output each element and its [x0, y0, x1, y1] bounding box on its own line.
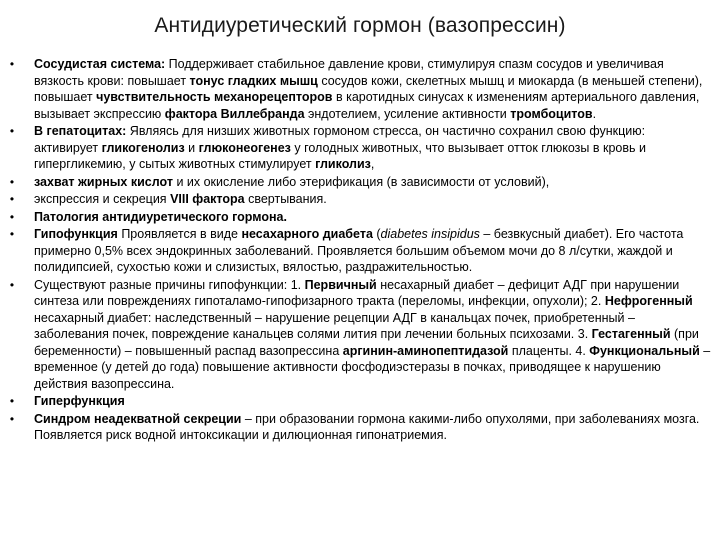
bold-term: В гепатоцитах:	[34, 124, 127, 138]
text-segment: – при образовании гормона какими-либо опухолями, при заболеваниях мозга. Появляется риск водной интоксикации и дилюционная гипонатриемия.	[34, 411, 700, 442]
text-segment: Поддерживает стабильное давление крови, стимулируя спазм сосудов и увеличивая вязкость крови: повышает	[34, 57, 664, 88]
list-item	[0, 411, 720, 444]
text-segment: Являясь для низших животных гормоном стресса, он частично сохранил свою функцию: активирует	[34, 124, 646, 155]
bold-term: Гестагенный	[591, 327, 671, 341]
bullet-icon: •	[9, 277, 15, 292]
bold-term: захват жирных кислот	[34, 174, 173, 189]
bold-term: Гипофункция	[34, 227, 118, 241]
bold-term: тромбоцитов	[510, 106, 593, 121]
list-item	[0, 56, 720, 122]
bullet-icon: •	[9, 192, 15, 206]
bullet-icon: •	[9, 174, 15, 189]
bullet-icon: •	[9, 209, 15, 224]
text-segment: сосудов кожи, скелетных мышц и миокарда (в меньшей степени), повышает	[34, 73, 703, 104]
text-segment: (	[372, 227, 381, 241]
text-segment: в каротидных синусах к изменениям артериального давления, вызывает экспрессию	[34, 90, 700, 121]
text-segment: (при беременности) – повышенный распад вазопрессина	[34, 327, 699, 358]
bold-term: фактора Виллебранда	[164, 106, 305, 121]
text-segment: у голодных животных, что вызывает отток глюкозы в кровь и гипергликемию, у сытых животных стимулирует	[34, 140, 646, 171]
text-segment: несахарный диабет – дефицит АДГ при нарушении синтеза или повреждениях гипоталамо-гипофизарного тракта (переломы, инфекции, опухоли); 2.	[34, 277, 680, 308]
list-item	[0, 191, 720, 208]
text-segment: и их окисление либо этерификация (в зависимости от условий),	[172, 174, 550, 189]
text-segment: свертывания.	[244, 192, 327, 206]
bold-term: глюконеогенез	[198, 140, 291, 155]
bold-term: Патология антидиуретического гормона.	[34, 209, 287, 224]
text-segment: и	[184, 140, 199, 155]
list-item	[0, 174, 720, 191]
bold-term: Первичный	[304, 277, 377, 292]
text-segment: несахарный диабет: наследственный – нарушение рецепции АДГ в канальцах почек, приобретенный – заболевания почек, повреждение канальцев солями лития при лечении больных психозами. 3.	[34, 310, 635, 341]
bold-term: VIII фактора	[170, 192, 245, 206]
bold-term: тонус гладких мышц	[189, 73, 318, 88]
bold-term: гликолиз	[315, 157, 371, 171]
text-segment: плаценты. 4.	[508, 343, 590, 358]
bullet-icon: •	[9, 57, 15, 71]
bold-term: Синдром неадекватной секреции	[34, 411, 242, 426]
bold-term: Сосудистая система:	[34, 57, 166, 71]
bold-term: аргинин-аминопептидазой	[342, 343, 509, 358]
bullet-icon: •	[9, 394, 15, 408]
bullet-icon: •	[9, 124, 15, 138]
bold-term: несахарного диабета	[241, 227, 373, 241]
bullet-icon: •	[9, 227, 15, 241]
text-segment: ,	[370, 157, 375, 171]
text-segment: эндотелием, усиление активности	[304, 106, 511, 121]
bullet-list	[0, 56, 720, 445]
bullet-icon: •	[9, 411, 15, 426]
text-segment: .	[592, 106, 597, 121]
text-segment: – временное (у детей до года) повышение активности фосфодиэстеразы в почках, приводящее к нарушению действия вазопрессина.	[34, 343, 711, 391]
text-segment: Проявляется в виде	[117, 227, 242, 241]
bold-term: гликогенолиз	[101, 140, 185, 155]
list-item	[0, 393, 720, 410]
bold-term: Нефрогенный	[604, 294, 693, 308]
slide-title: Антидиуретический гормон (вазопрессин)	[154, 14, 566, 37]
bold-term: чувствительность механорецепторов	[96, 90, 333, 104]
list-item	[0, 226, 720, 276]
italic-term: diabetes insipidus	[380, 227, 480, 241]
list-item	[0, 123, 720, 173]
list-item	[0, 209, 720, 226]
text-segment: Существуют разные причины гипофункции: 1.	[34, 277, 305, 292]
bold-term: Функциональный	[589, 343, 700, 358]
bold-term: Гиперфункция	[34, 394, 125, 408]
text-segment: – безвкусный диабет). Его частота примерно 0,5% всех эндокринных заболеваний. Проявляется большим объемом мочи до 8 л/сутки, жаждой и полидипсией, сухостью кожи и слизистых, вялостью, раздражительностью.	[34, 227, 684, 274]
list-item	[0, 277, 720, 393]
text-segment: экспрессия и секреция	[34, 192, 171, 206]
